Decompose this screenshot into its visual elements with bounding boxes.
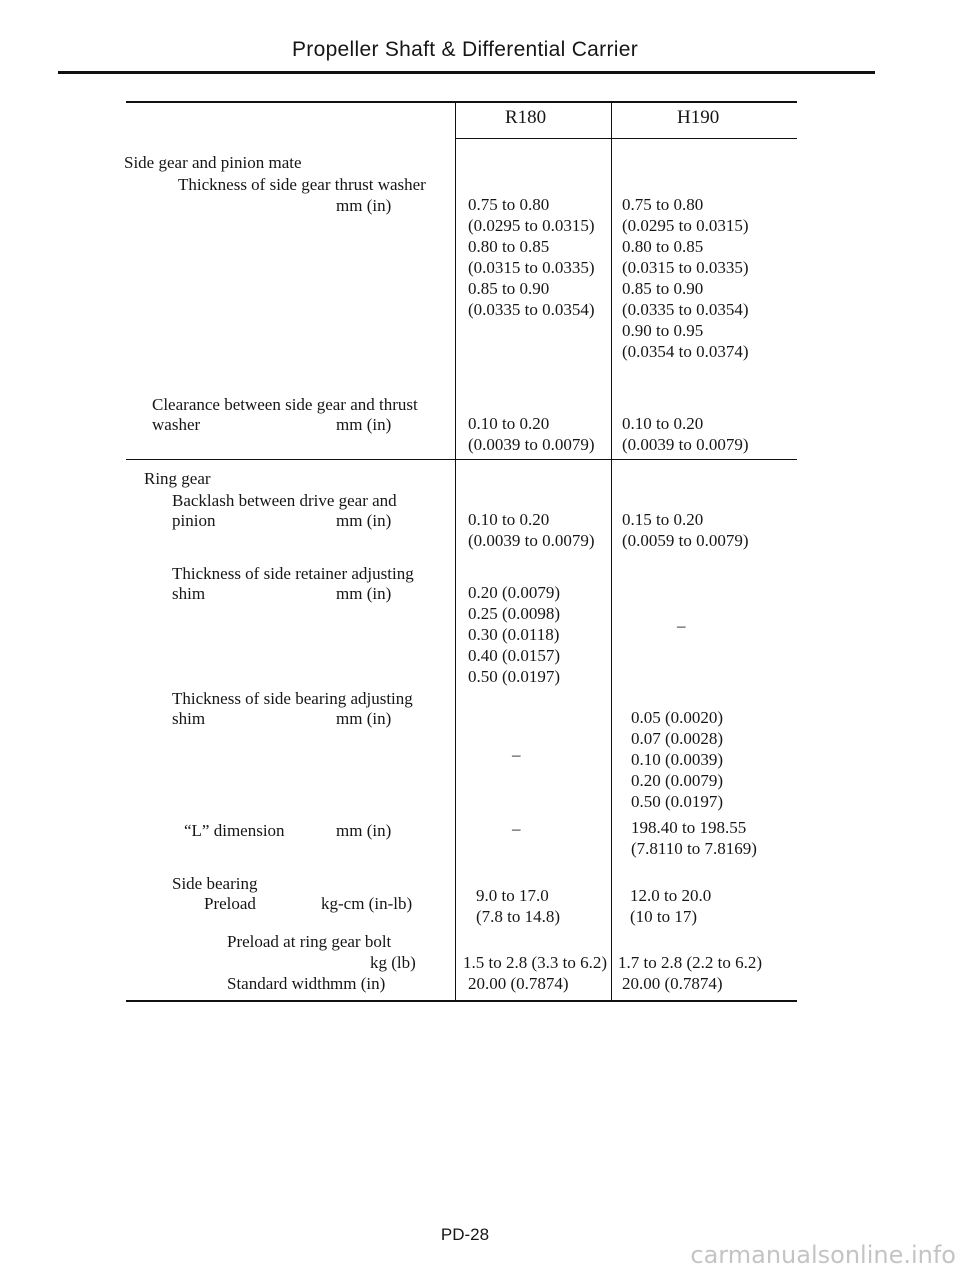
standard-width-label: Standard width (227, 974, 331, 993)
standard-width-r180: 20.00 (0.7874) (468, 974, 569, 993)
value-line: (0.0039 to 0.0079) (468, 531, 595, 550)
section-heading-side-gear: Side gear and pinion mate (124, 153, 302, 172)
value-line: (0.0354 to 0.0374) (622, 342, 749, 361)
table-top-rule (126, 101, 797, 103)
retainer-shim-label-cont: shim (172, 584, 206, 603)
backlash-unit: mm (in) (336, 511, 392, 530)
value-line: (0.0335 to 0.0354) (622, 300, 749, 319)
bolt-h190: 1.7 to 2.8 (2.2 to 6.2) (618, 953, 763, 972)
value-line: 12.0 to 20.0 (630, 886, 712, 905)
bearing-shim-unit: mm (in) (336, 709, 392, 728)
value-line: 0.90 to 0.95 (622, 321, 704, 340)
value-line: 0.25 (0.0098) (468, 604, 561, 623)
ring-bolt-preload-label: Preload at ring gear bolt (227, 932, 392, 951)
value-line: (0.0315 to 0.0335) (622, 258, 749, 277)
bolt-r180: 1.5 to 2.8 (3.3 to 6.2) (463, 953, 608, 972)
section-divider-rule (126, 459, 797, 460)
retainer-shim-unit: mm (in) (336, 584, 392, 603)
l-dimension-h190 (631, 817, 757, 859)
preload-h190 (630, 885, 711, 927)
bearing-shim-label-cont: shim (172, 709, 206, 728)
backlash-label-cont: pinion (172, 511, 216, 530)
bearing-shim-h190 (631, 707, 723, 812)
retainer-shim-r180 (468, 582, 560, 687)
value-line: 0.10 (0.0039) (631, 750, 724, 769)
value-line: (0.0039 to 0.0079) (622, 435, 749, 454)
value-line: 0.50 (0.0197) (631, 792, 724, 811)
bearing-shim-label: Thickness of side bearing adjusting (172, 689, 413, 708)
l-dimension-unit: mm (in) (336, 821, 392, 840)
section-heading-ring-gear: Ring gear (144, 469, 211, 488)
table-header-rule (455, 138, 797, 139)
column-header-h190: H190 (677, 107, 720, 128)
value-line: (7.8110 to 7.8169) (631, 839, 757, 858)
column-divider-right (611, 101, 612, 1000)
clearance-unit: mm (in) (336, 415, 392, 434)
l-dimension-r180: – (512, 819, 521, 838)
backlash-label: Backlash between drive gear and (172, 491, 397, 510)
value-line: (0.0315 to 0.0335) (468, 258, 595, 277)
page-title: Propeller Shaft & Differential Carrier (292, 38, 638, 61)
value-line: 198.40 to 198.55 (631, 818, 747, 837)
value-line: 0.07 (0.0028) (631, 729, 724, 748)
value-line: 0.75 to 0.80 (622, 195, 704, 214)
thrust-washer-r180 (468, 194, 595, 320)
value-line: 0.10 to 0.20 (468, 414, 550, 433)
value-line: 0.30 (0.0118) (468, 625, 560, 644)
page-number: PD-28 (440, 1225, 490, 1244)
standard-width-unit: mm (in) (330, 974, 386, 993)
value-line: 0.85 to 0.90 (622, 279, 704, 298)
backlash-h190 (622, 509, 749, 551)
table-bottom-rule (126, 1000, 797, 1002)
standard-width-h190: 20.00 (0.7874) (622, 974, 723, 993)
thrust-washer-label: Thickness of side gear thrust washer (178, 175, 426, 194)
value-line: (0.0039 to 0.0079) (468, 435, 595, 454)
preload-r180 (476, 885, 560, 927)
value-line: 0.40 (0.0157) (468, 646, 561, 665)
thrust-washer-unit: mm (in) (336, 196, 392, 215)
column-header-r180: R180 (505, 107, 547, 128)
value-line: 0.10 to 0.20 (468, 510, 550, 529)
value-line: (7.8 to 14.8) (476, 907, 561, 926)
retainer-shim-label: Thickness of side retainer adjusting (172, 564, 414, 583)
watermark: carmanualsonline.info (690, 1241, 956, 1269)
value-line: (0.0335 to 0.0354) (468, 300, 595, 319)
column-divider-left (455, 101, 456, 1000)
value-line: 0.80 to 0.85 (622, 237, 704, 256)
clearance-h190 (622, 413, 749, 455)
value-line: 9.0 to 17.0 (476, 886, 549, 905)
value-line: 0.75 to 0.80 (468, 195, 550, 214)
value-line: 0.85 to 0.90 (468, 279, 550, 298)
side-bearing-label: Side bearing (172, 874, 258, 893)
value-line: 0.20 (0.0079) (468, 583, 561, 602)
value-line: (0.0295 to 0.0315) (468, 216, 595, 235)
l-dimension-label: “L” dimension (184, 821, 285, 840)
preload-unit: kg-cm (in-lb) (321, 894, 413, 913)
clearance-r180 (468, 413, 595, 455)
value-line: 0.15 to 0.20 (622, 510, 704, 529)
bearing-shim-r180: – (512, 745, 521, 764)
retainer-shim-h190: – (677, 616, 686, 635)
bolt-unit: kg (lb) (370, 953, 416, 972)
clearance-label: Clearance between side gear and thrust (152, 395, 418, 414)
value-line: (0.0295 to 0.0315) (622, 216, 749, 235)
backlash-r180 (468, 509, 595, 551)
preload-label: Preload (204, 894, 256, 913)
value-line: 0.20 (0.0079) (631, 771, 724, 790)
clearance-label-cont: washer (152, 415, 201, 434)
header-rule (58, 71, 875, 74)
value-line: 0.80 to 0.85 (468, 237, 550, 256)
value-line: (10 to 17) (630, 907, 698, 926)
value-line: 0.05 (0.0020) (631, 708, 724, 727)
value-line: (0.0059 to 0.0079) (622, 531, 749, 550)
value-line: 0.50 (0.0197) (468, 667, 561, 686)
thrust-washer-h190 (622, 194, 749, 362)
value-line: 0.10 to 0.20 (622, 414, 704, 433)
